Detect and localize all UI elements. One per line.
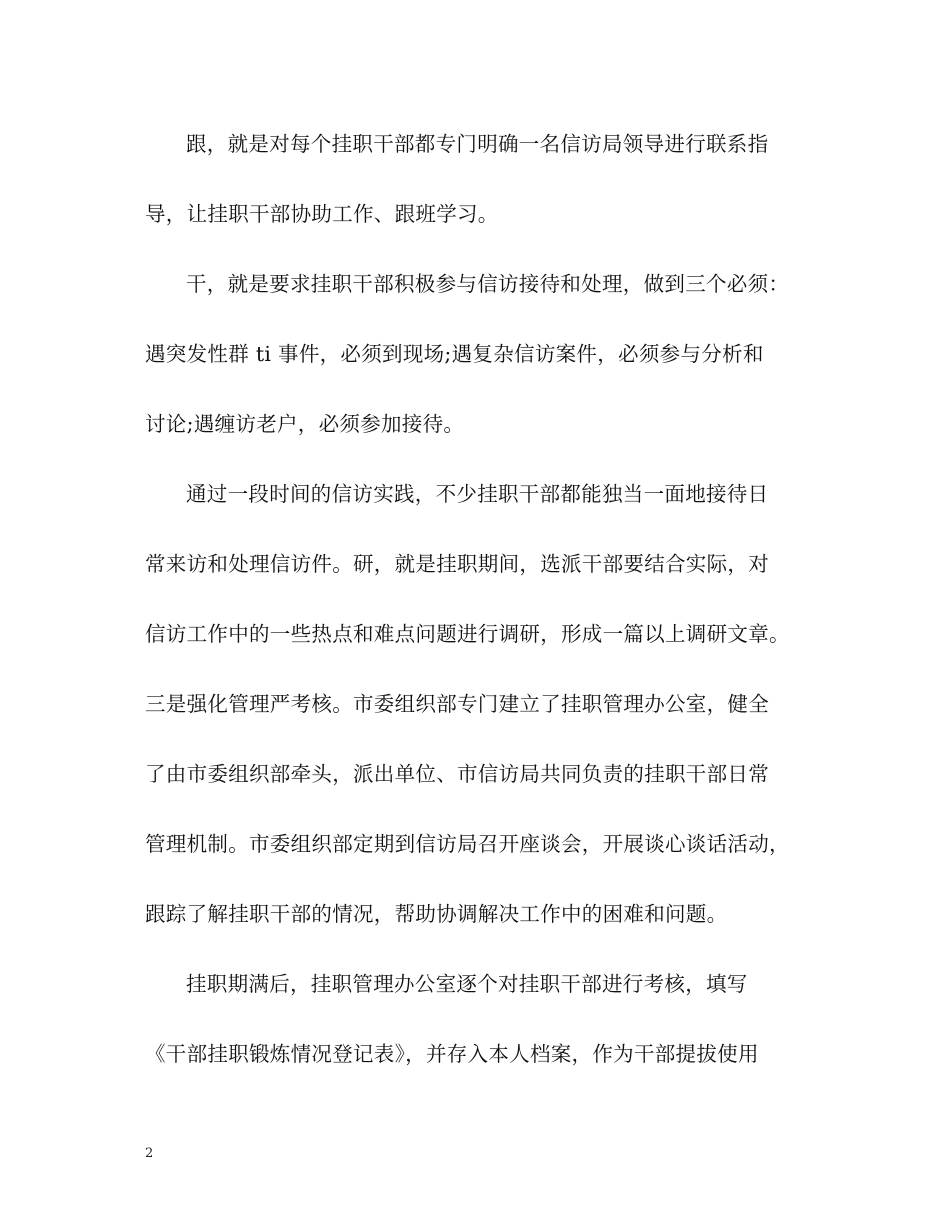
text-line: 三是强化管理严考核。市委组织部专门建立了挂职管理办公室，健全: [145, 692, 769, 716]
text-line: 常来访和处理信访件。研，就是挂职期间，选派干部要结合实际，对: [145, 552, 769, 576]
text-line: 跟，就是对每个挂职干部都专门明确一名信访局领导进行联系指: [186, 132, 769, 156]
text-line: 遇突发性群 ti 事件，必须到现场;遇复杂信访案件，必须参与分析和: [145, 342, 764, 366]
text-line: 信访工作中的一些热点和难点问题进行调研，形成一篇以上调研文章。: [145, 622, 790, 646]
text-line: 管理机制。市委组织部定期到信访局召开座谈会，开展谈心谈话活动，: [145, 832, 790, 856]
text-line: 《干部挂职锻炼情况登记表》，并存入本人档案，作为干部提拔使用: [145, 1042, 759, 1066]
text-line: 干，就是要求挂职干部积极参与信访接待和处理，做到三个必须：: [186, 272, 790, 296]
page-number: 2: [145, 1146, 154, 1161]
body-text: [145, 118, 805, 1098]
text-line: 导，让挂职干部协助工作、跟班学习。: [145, 202, 499, 226]
text-line: 讨论;遇缠访老户，必须参加接待。: [145, 412, 465, 436]
text-line: 通过一段时间的信访实践，不少挂职干部都能独当一面地接待日: [186, 482, 769, 506]
text-line: 挂职期满后，挂职管理办公室逐个对挂职干部进行考核，填写: [186, 972, 748, 996]
text-line: 跟踪了解挂职干部的情况，帮助协调解决工作中的困难和问题。: [145, 902, 728, 926]
text-line: 了由市委组织部牵头，派出单位、市信访局共同负责的挂职干部日常: [145, 762, 769, 786]
